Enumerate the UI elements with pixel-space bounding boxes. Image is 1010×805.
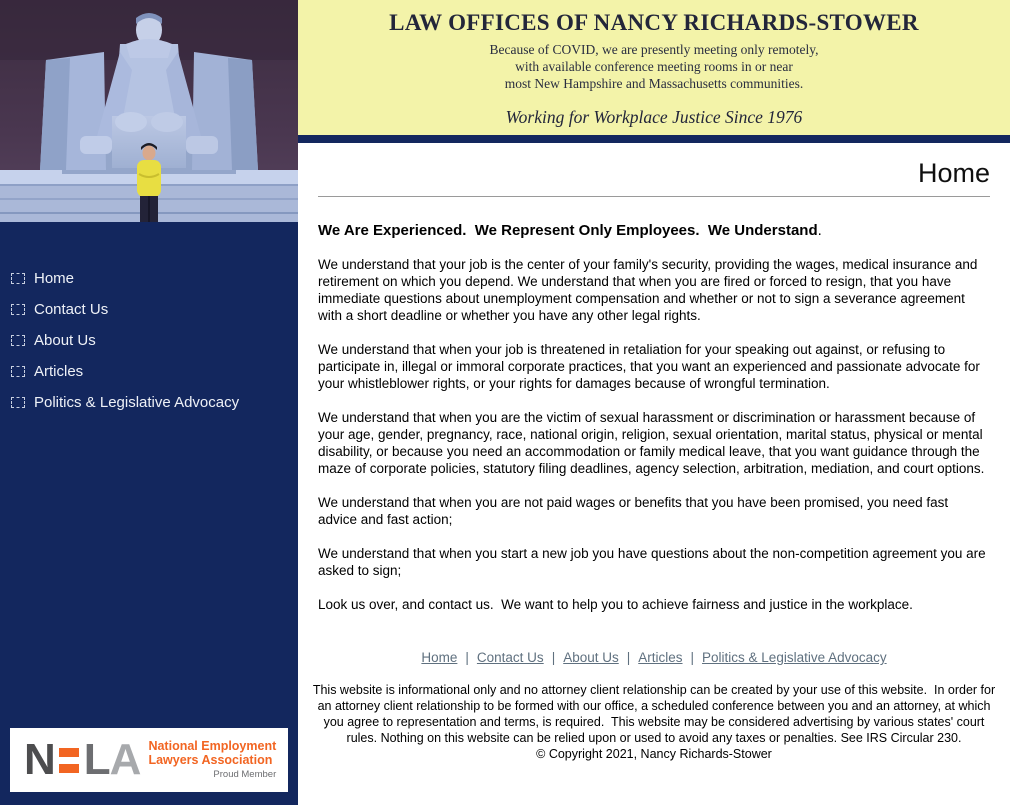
nela-org-line2: Lawyers Association — [148, 752, 273, 767]
sidebar — [0, 0, 298, 805]
footer-link-contact-us[interactable]: Contact Us — [476, 650, 544, 665]
covid-notice-line3: most New Hampshire and Massachusetts communities. — [504, 76, 804, 91]
intro-heading-period: . — [817, 222, 822, 239]
lincoln-memorial-photo — [0, 0, 298, 222]
sidebar-item-home[interactable] — [11, 263, 290, 294]
footer-separator: | — [465, 650, 469, 665]
sidebar-item-contact-us[interactable] — [11, 294, 290, 325]
paragraph-unpaid-wages: We understand that when you are not paid wages or benefits that you have been promised, you need fast advice and fast action; — [318, 495, 952, 527]
sidebar-item-label: About Us — [34, 332, 96, 349]
nela-logo — [24, 735, 140, 784]
paragraph-retaliation: We understand that when your job is threatened in retaliation for your speaking out against, or refusing to participate in, illegal or immoral corporate practices, that you want an experienced and passionate advocate for your whistleblower rights, or your rights for damages because of wrongful termination. — [318, 342, 984, 391]
main-content — [298, 143, 1010, 762]
sidebar-item-label: Home — [34, 270, 75, 287]
covid-notice-line1: Because of COVID, we are presently meeting only remotely, — [489, 42, 819, 57]
nela-membership-badge[interactable] — [10, 728, 288, 792]
footer-link-politics-legislative-advocacy[interactable]: Politics & Legislative Advocacy — [702, 650, 887, 665]
paragraph-look-us-over: Look us over, and contact us. We want to help you to achieve fairness and justice in the workplace. — [318, 597, 913, 612]
broken-image-icon — [11, 335, 25, 346]
sidebar-item-about-us[interactable] — [11, 325, 290, 356]
header-banner — [298, 0, 1010, 135]
sidebar-nav — [11, 263, 290, 418]
intro-heading-bold: We Are Experienced. We Represent Only Employees. We Understand — [318, 222, 818, 239]
nela-letter-l: L — [83, 735, 109, 784]
sidebar-item-articles[interactable] — [11, 356, 290, 387]
nela-letter-n: N — [24, 735, 54, 784]
footer-link-home[interactable]: Home — [421, 650, 458, 665]
header-divider-bar — [298, 135, 1010, 143]
nela-org-line1: National Employment — [148, 739, 277, 754]
nela-text — [148, 740, 276, 780]
intro-heading — [318, 222, 990, 239]
site-title: LAW OFFICES OF NANCY RICHARDS-STOWER — [389, 10, 919, 35]
page-title: Home — [917, 158, 990, 188]
copyright-notice: © Copyright 2021, Nancy Richards-Stower — [536, 747, 772, 761]
sidebar-item-politics-legislative-advocacy[interactable] — [11, 387, 290, 418]
nela-letter-e-bars — [59, 748, 79, 773]
sidebar-item-label: Articles — [34, 363, 84, 380]
sidebar-item-label: Politics & Legislative Advocacy — [34, 394, 240, 411]
paragraph-non-competition: We understand that when you start a new job you have questions about the non-competition agreement you are asked to sign; — [318, 546, 990, 578]
nela-proud-member: Proud Member — [213, 768, 277, 780]
broken-image-icon — [11, 397, 25, 408]
footer-separator: | — [551, 650, 556, 665]
legal-disclaimer: This website is informational only and no attorney client relationship can be created by your use of this website. In order for an attorney client relationship to be formed with our office, a scheduled conference between you and an attorney, at which you agree to representation and terms, is required. This website may be considered advertising by various states' court rules. Nothing on this website can be relied upon or used to avoid any taxes or penalties. See IRS Circular 230. — [312, 683, 999, 745]
footer-nav — [318, 650, 990, 665]
covid-notice-line2: with available conference meeting rooms in or near — [515, 59, 793, 74]
tagline: Working for Workplace Justice Since 1976 — [505, 107, 803, 127]
footer-separator: | — [626, 650, 631, 665]
paragraph-harassment: We understand that when you are the victim of sexual harassment or discrimination or harassment because of your age, gender, pregnancy, race, national origin, religion, sexual orientation, marital status, physical or mental disability, or because you need an accommodation or family medical leave, that you want guidance through the maze of corporate policies, statutory filing deadlines, agency selection, arbitration, mediation, and court options. — [318, 410, 987, 476]
covid-notice — [298, 41, 1010, 92]
paragraph-job-security: We understand that your job is the center of your family's security, providing the wages, medical insurance and retirement on which you depend. We understand that when you are fired or forced to resign, that you have immediate questions about unemployment compensation and whether or not to sign a severance agreement with a short deadline or whether you have any other legal rights. — [318, 257, 982, 323]
footer-link-articles[interactable]: Articles — [638, 650, 683, 665]
footer-separator: | — [690, 650, 695, 665]
footer-link-about-us[interactable]: About Us — [563, 650, 619, 665]
nela-letter-a: A — [109, 735, 140, 784]
broken-image-icon — [11, 273, 25, 284]
sidebar-item-label: Contact Us — [34, 301, 109, 318]
broken-image-icon — [11, 366, 25, 377]
broken-image-icon — [11, 304, 25, 315]
title-divider — [318, 196, 990, 197]
